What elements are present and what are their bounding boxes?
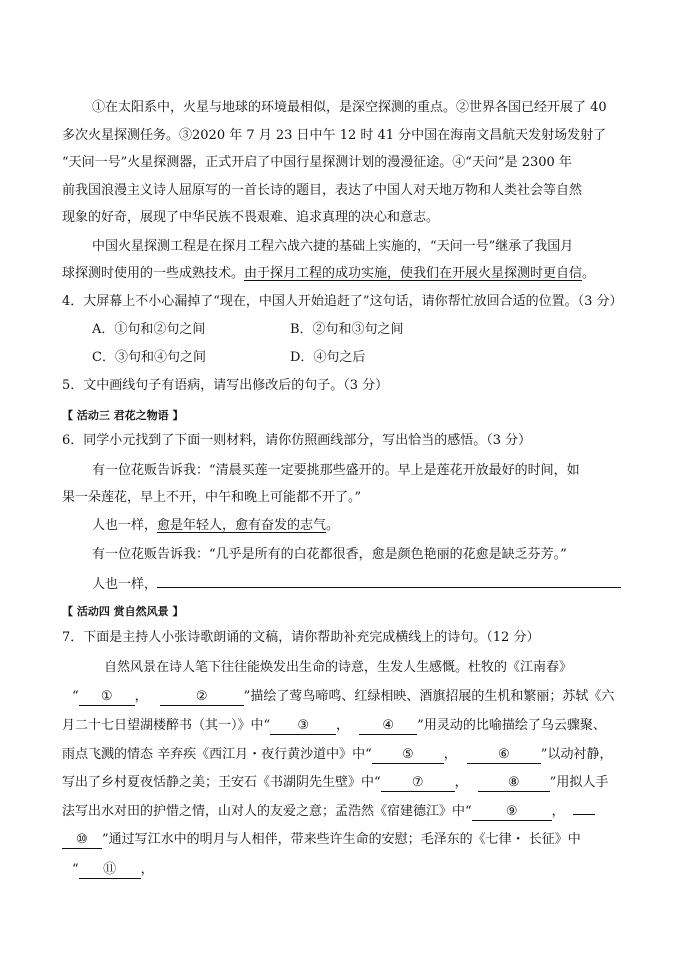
q6-underlined-model: 愈是年轻人，愈有奋发的志气	[157, 518, 327, 533]
passage-p1-line3: “天问一号”火星探测器，正式开启了中国行星探测计划的漫漫征途。④“天问”是 2300 年	[62, 155, 572, 170]
q7-line6-head: 法写出水对田的护惜之情，山对人的友爱之意；孟浩然《宿建德江》中“	[62, 804, 472, 819]
q7-line5	[62, 773, 608, 793]
q6-answer-line	[92, 573, 621, 595]
q7-line3-tail: ”用灵动的比喻描绘了乌云骤聚、	[417, 718, 606, 733]
p2-text: 球探测时使用的一些成熟技术。	[62, 266, 245, 281]
blank-11[interactable]: ⑪	[79, 862, 141, 879]
passage-p1-line2: 多次火星探测任务。③2020 年 7 月 23 日中午 12 时 41 分中国在海南文昌航天发射场发射了	[62, 128, 607, 143]
q4-option-c[interactable]: C．③句和④句之间	[92, 350, 206, 365]
q7-quote-open: “	[72, 689, 79, 704]
q4-option-d[interactable]: D．④句之后	[290, 350, 366, 365]
q7-line3	[62, 716, 606, 736]
q7-line2-tail: ”描绘了莺鸟啼鸣、红绿相映、酒旗招展的生机和繁丽；苏轼《六	[243, 689, 615, 704]
blank-2[interactable]: ②	[160, 689, 244, 706]
q6-material-line2: 果一朵莲花，早上不开，中午和晚上可能都不开了。”	[62, 490, 362, 505]
blank-9[interactable]: ⑨	[472, 804, 552, 821]
q7-line7	[62, 830, 581, 850]
passage-p1-line5: 现象的好奇，展现了中华民族不畏艰难、追求真理的决心和意志。	[62, 210, 440, 225]
q7-line5-tail: ”用拟人手	[549, 775, 609, 790]
q7-comma: ，	[134, 689, 148, 704]
blank-4[interactable]: ④	[359, 718, 417, 735]
passage-p2-line1: 中国火星探测工程是在探月工程六战六捷的基础上实施的，“天问一号”继承了我国月	[92, 239, 574, 254]
blank-7[interactable]: ⑦	[381, 775, 455, 792]
activity3-header: 【 活动三 君花之物语 】	[62, 409, 184, 422]
q7-comma: ，	[140, 862, 154, 877]
q7-line3-head: 月二十七日望湖楼醉书（其一）》中“	[62, 718, 271, 733]
blank-3[interactable]: ③	[270, 718, 336, 735]
q6-material-line3	[92, 516, 339, 536]
q7-line1: 自然风景在诗人笔下往往能焕发出生命的诗意，生发人生感慨。杜牧的《江南春》	[104, 660, 573, 675]
passage-p1-line4: 前我国浪漫主义诗人屈原写的一首长诗的题目，表达了中国人对天地万物和人类社会等自然	[62, 183, 583, 198]
q7-line7-tail: ”通过写江水中的明月与人相伴，带来些许生命的安慰；毛泽东的《七律・ 长征》中	[102, 832, 581, 847]
q4-stem: 4．大屏幕上不小心漏掉了“现在，中国人开始追赶了”这句话，请你帮忙放回合适的位置。（3 分）	[62, 294, 623, 309]
q7-line2	[72, 687, 614, 707]
q7-quote-open: “	[72, 862, 79, 877]
p2-end: 。	[582, 266, 596, 281]
q6-lead: 人也一样，	[92, 518, 158, 533]
q7-comma: ，	[336, 718, 350, 733]
q6-stem: 6．同学小元找到了下面一则材料，请你仿照画线部分，写出恰当的感悟。（3 分）	[62, 433, 532, 448]
q7-comma: ，	[551, 804, 565, 819]
q7-comma: ，	[443, 747, 457, 762]
activity4-header: 【 活动四 赏自然风景 】	[62, 605, 184, 618]
q7-line4-tail: ”以动衬静，	[540, 747, 613, 762]
blank-1[interactable]: ①	[79, 689, 135, 706]
underlined-sentence: 由于探月工程的成功实施，使我们在开展火星探测时更自信	[244, 266, 583, 281]
q6-answer-blank[interactable]	[157, 573, 621, 588]
passage-p1-line1: ①在太阳系中，火星与地球的环境最相似，是深空探测的重点。②世界各国已经开展了 40	[92, 100, 607, 115]
blank-10[interactable]: ⑩	[62, 832, 102, 849]
passage-p2-line2	[62, 264, 595, 284]
q7-line4-head: 雨点飞溅的情态 辛弃疾《西江月・夜行黄沙道中》中“	[62, 747, 372, 762]
blank-8[interactable]: ⑧	[478, 775, 550, 792]
q6-period: 。	[326, 518, 340, 533]
q6-material-line1: 有一位花贩告诉我：“清晨买莲一定要挑那些盛开的。早上是莲花开放最好的时间，如	[92, 463, 580, 478]
q7-line4	[62, 745, 612, 765]
q5-stem: 5．文中画线句子有语病，请写出修改后的句子。（3 分）	[62, 378, 389, 393]
q6-material-line4: 有一位花贩告诉我：“几乎是所有的白花都很香，愈是颜色艳丽的花愈是缺乏芬芳。”	[92, 547, 567, 562]
q7-stem: 7．下面是主持人小张诗歌朗诵的文稿，请你帮助补充完成横线上的诗句。（12 分）	[62, 630, 540, 645]
q7-line6	[62, 802, 595, 822]
blank-10-start[interactable]	[573, 814, 595, 815]
blank-5[interactable]: ⑤	[372, 747, 444, 764]
q7-comma: ，	[454, 775, 468, 790]
q6-answer-lead: 人也一样，	[92, 577, 158, 592]
q7-line5-head: 写出了乡村夏夜恬静之美；王安石《书湖阴先生壁》中“	[62, 775, 381, 790]
q7-line8	[72, 860, 154, 880]
blank-6[interactable]: ⑥	[467, 747, 541, 764]
q4-option-a[interactable]: A．①句和②句之间	[92, 322, 206, 337]
q4-option-b[interactable]: B．②句和③句之间	[290, 322, 404, 337]
